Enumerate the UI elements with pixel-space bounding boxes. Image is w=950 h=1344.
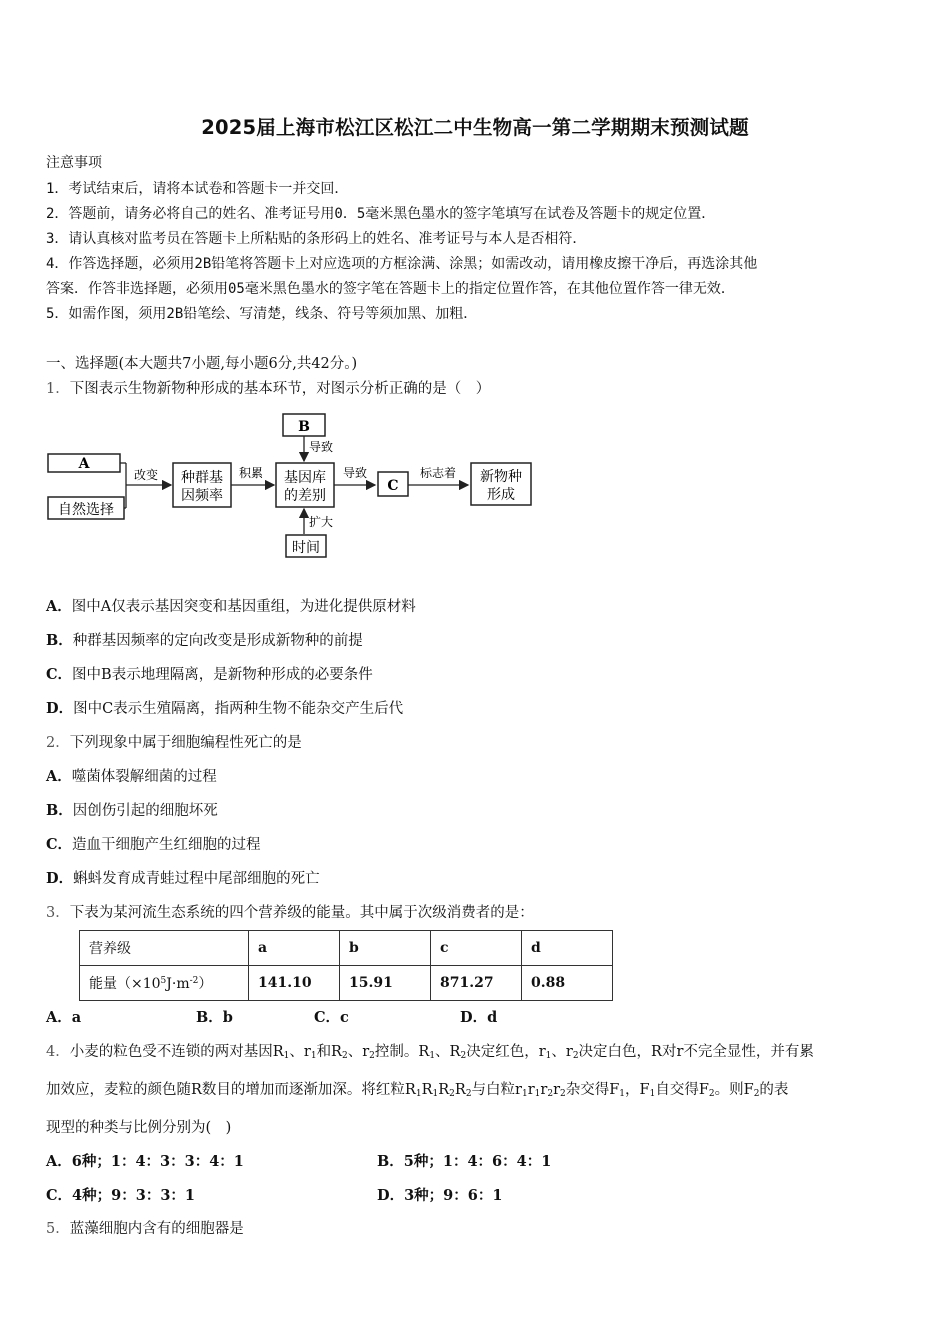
- option-d[interactable]: D．3种；9：6：1: [377, 1187, 503, 1204]
- option-letter: A．: [46, 598, 72, 615]
- option-text: 图中B表示地理隔离，是新物种形成的必要条件: [72, 667, 373, 683]
- label-expand: 扩大: [309, 515, 334, 529]
- question-3-stem: [46, 901, 534, 922]
- question-5-stem: [46, 1217, 244, 1238]
- notice-item: 4．作答选择题，必须用2B铅笔将答题卡上对应选项的方框涂满、涂黑；如需改动，请用橡皮擦干净后，再选涂其他: [46, 256, 758, 272]
- option-letter: B．: [46, 802, 73, 819]
- table-header-cell: c: [431, 931, 522, 966]
- question-4-stem-line2: 加效应，麦粒的颜色随R数目的增加而逐渐加深。将红粒$R_1R_1R_2R_2$与白粒$r_1r_1r_2r_2$杂交得$F_1$，$F_1$自交得$F_2$。则$F_2$的表: [46, 1082, 789, 1099]
- table-cell: 0.88: [522, 966, 613, 1001]
- box-gene-frequency-line1: 种群基: [181, 470, 223, 486]
- option-letter: D．: [46, 700, 74, 717]
- option-b[interactable]: B．b: [196, 1009, 233, 1026]
- notice-item: 答案．作答非选择题，必须用05毫米黑色墨水的签字笔在答题卡上的指定位置作答，在其他位置作答一律无效．: [46, 281, 735, 297]
- notice-item: 3．请认真核对监考员在答题卡上所粘贴的条形码上的姓名、准考证号与本人是否相符．: [46, 231, 587, 247]
- notice-item: 2．答题前，请务必将自己的姓名、准考证号用0．5毫米黑色墨水的签字笔填写在试卷及答题卡的规定位置．: [46, 206, 716, 222]
- question-1-stem: [46, 377, 490, 398]
- option-c[interactable]: [46, 833, 261, 854]
- table-cell: 141.10: [249, 966, 340, 1001]
- option-letter: D．: [46, 870, 74, 887]
- option-a[interactable]: A．6种；1：4：3：3：4：1: [46, 1153, 244, 1170]
- option-text: 噬菌体裂解细菌的过程: [71, 769, 217, 785]
- box-gene-pool-line1: 基因库: [284, 470, 326, 486]
- option-c[interactable]: [46, 663, 373, 684]
- box-gene-frequency-line2: 因频率: [181, 488, 223, 504]
- option-c[interactable]: C．4种；9：3：3：1: [46, 1187, 195, 1204]
- label-change: 改变: [133, 468, 159, 482]
- question-number: 2．: [46, 735, 70, 751]
- question-4-stem-line3: 现型的种类与比例分别为( ): [46, 1120, 232, 1136]
- table-row-label: 能量$(\times 10^5J\cdot m^{-2})$: [80, 966, 249, 1001]
- option-d[interactable]: [46, 867, 320, 888]
- question-text: 蓝藻细胞内含有的细胞器是: [69, 1221, 244, 1237]
- option-text: 图中C表示生殖隔离，指两种生物不能杂交产生后代: [73, 701, 404, 717]
- box-time-label: 时间: [292, 540, 320, 556]
- option-b[interactable]: B．5种；1：4：6：4：1: [377, 1153, 552, 1170]
- box-a-label: A: [78, 456, 90, 472]
- option-b[interactable]: [46, 629, 363, 650]
- speciation-diagram: [46, 408, 536, 563]
- label-mark: 标志着: [419, 466, 457, 480]
- option-letter: B．: [46, 632, 73, 649]
- notice-item: 1．考试结束后，请将本试卷和答题卡一并交回．: [46, 181, 349, 197]
- option-d[interactable]: D．d: [460, 1009, 498, 1026]
- question-text: 下表为某河流生态系统的四个营养级的能量。其中属于次级消费者的是：: [69, 905, 534, 921]
- option-text: 种群基因频率的定向改变是形成新物种的前提: [72, 633, 363, 649]
- option-letter: C．: [46, 666, 73, 683]
- option-text: 蝌蚪发育成青蛙过程中尾部细胞的死亡: [73, 871, 320, 887]
- option-letter: A．: [46, 768, 72, 785]
- question-2-stem: [46, 731, 302, 752]
- question-text: 下图表示生物新物种形成的基本环节，对图示分析正确的是（ ）: [69, 381, 491, 397]
- option-a[interactable]: [46, 765, 217, 786]
- box-b-label: B: [298, 419, 310, 435]
- option-text: 因创伤引起的细胞坏死: [72, 803, 218, 819]
- label-lead-2: 导致: [342, 466, 368, 480]
- option-a[interactable]: [46, 595, 416, 616]
- box-natural-selection-label: 自然选择: [58, 502, 114, 518]
- table-header-cell: b: [340, 931, 431, 966]
- page-title: 2025届上海市松江区松江二中生物高一第二学期期末预测试题: [201, 116, 749, 139]
- table-header-cell: d: [522, 931, 613, 966]
- table-header-cell: a: [249, 931, 340, 966]
- box-c-label: C: [387, 478, 399, 494]
- question-number: 3．: [46, 905, 70, 921]
- option-text: 图中A仅表示基因突变和基因重组，为进化提供原材料: [71, 599, 416, 615]
- table-header-row: [80, 931, 613, 966]
- box-new-species-line1: 新物种: [480, 469, 522, 485]
- box-gene-pool-line2: 的差别: [284, 488, 326, 504]
- question-text: 下列现象中属于细胞编程性死亡的是: [69, 735, 302, 751]
- notice-item: 5．如需作图，须用2B铅笔绘、写清楚，线条、符号等须加黑、加粗．: [46, 306, 478, 322]
- option-b[interactable]: [46, 799, 218, 820]
- option-d[interactable]: [46, 697, 403, 718]
- label-accumulate: 积累: [238, 466, 264, 480]
- question-4-stem-line1: 4．小麦的粒色受不连锁的两对基因$R_1$、$r_1$和$R_2$、$r_2$控制。$R_1$、$R_2$决定红色，$r_1$、$r_2$决定白色，R对r不完全显性，并有累: [46, 1044, 814, 1061]
- question-number: 1．: [46, 381, 70, 397]
- option-text: 造血干细胞产生红细胞的过程: [72, 837, 261, 853]
- table-header-cell: 营养级: [80, 931, 249, 966]
- option-c[interactable]: C．c: [314, 1009, 349, 1026]
- box-new-species-line2: 形成: [487, 487, 515, 503]
- energy-table: [79, 930, 613, 1001]
- table-cell: 871.27: [431, 966, 522, 1001]
- option-letter: C．: [46, 836, 73, 853]
- notice-heading: 注意事项: [46, 155, 102, 171]
- option-a[interactable]: A．a: [46, 1009, 82, 1026]
- question-number: 5．: [46, 1221, 70, 1237]
- label-lead-1: 导致: [309, 440, 334, 454]
- table-cell: 15.91: [340, 966, 431, 1001]
- table-row: [80, 966, 613, 1001]
- section-heading: 一、选择题(本大题共7小题,每小题6分,共42分。): [46, 356, 358, 372]
